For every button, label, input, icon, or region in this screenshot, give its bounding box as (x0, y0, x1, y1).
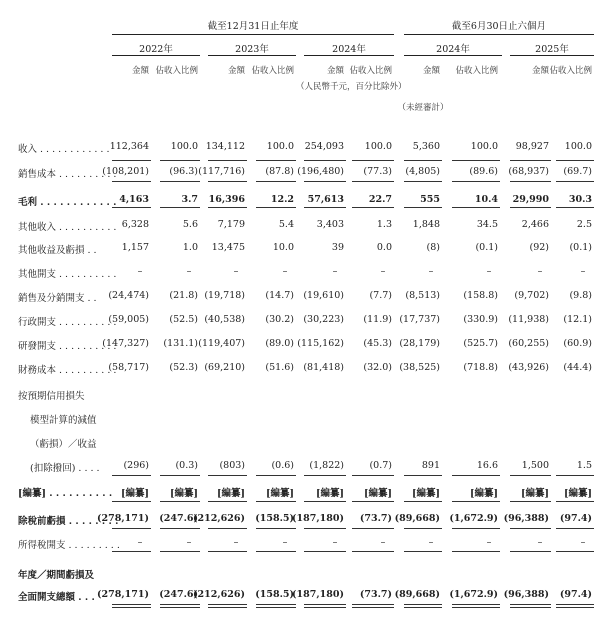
amount-cell: (60,255) (508, 338, 549, 349)
table-row (0, 338, 611, 352)
pretax-underline (112, 528, 151, 529)
impairment-underline (304, 475, 346, 476)
placeholder-underline (556, 501, 594, 502)
ratio-cell: (51.6) (265, 362, 294, 373)
ratio-cell: (87.8) (265, 166, 294, 177)
row-label: 所得稅開支 . . . . . . . . . (18, 540, 120, 551)
amount-cell: [編纂] (316, 488, 344, 499)
row-label: 行政開支 . . . . . . . . . . (18, 317, 117, 328)
impairment-underline (112, 475, 151, 476)
row-label: 其他收益及虧損 . . (18, 245, 97, 256)
ratio-cell: (30.2) (265, 314, 294, 325)
cost-underline-bottom (160, 181, 200, 182)
year-header-2022: 2022年 (139, 44, 173, 55)
ratio-cell: 5.6 (182, 219, 198, 230)
ratio-cell: 3.7 (181, 194, 198, 205)
fiscal-year-group-header: 截至12月31日止年度 (207, 21, 299, 32)
ratio-cell: (7.7) (369, 290, 392, 301)
gross-profit-underline (160, 207, 200, 208)
cost-underline (510, 160, 551, 161)
ratio-cell: 22.7 (368, 194, 392, 205)
ratio-cell: (89.6) (469, 166, 498, 177)
amount-cell: (119,407) (198, 338, 245, 349)
ratio-cell: [編纂] (470, 488, 498, 499)
amount-cell: (92) (529, 242, 549, 253)
tax-underline (160, 551, 200, 552)
total-double-underline (112, 604, 151, 608)
gross-profit-underline (352, 207, 394, 208)
impairment-underline (160, 475, 200, 476)
gross-profit-underline (452, 207, 500, 208)
amount-cell: [編纂] (412, 488, 440, 499)
amount-cell: – (137, 266, 143, 277)
table-row (0, 537, 611, 551)
amount-cell: (187,180) (292, 513, 344, 524)
ratio-cell: – (486, 537, 492, 548)
amount-cell: (4,805) (405, 166, 440, 177)
gross-profit-underline (556, 207, 594, 208)
cost-underline (352, 160, 394, 161)
table-row (0, 141, 611, 155)
impairment-underline (510, 475, 551, 476)
amount-cell: (1,822) (309, 460, 344, 471)
amount-cell: – (428, 266, 434, 277)
gross-profit-underline (304, 207, 346, 208)
ratio-cell: (1,672.9) (449, 589, 498, 600)
ratio-cell: (330.9) (463, 314, 498, 325)
amount-cell: [編纂] (121, 488, 149, 499)
ratio-cell: 100.0 (266, 141, 294, 152)
table-row (0, 485, 611, 499)
ratio-cell: (60.9) (563, 338, 592, 349)
row-label: [編纂] . . . . . . . . . . (18, 488, 113, 499)
amount-cell: (38,525) (399, 362, 440, 373)
cost-underline-bottom (112, 181, 151, 182)
ratio-cell: (247.6) (159, 513, 198, 524)
amount-cell: (96,388) (503, 513, 549, 524)
row-label: 除稅前虧損 . . . . . . . . (18, 516, 119, 527)
ratio-cell: (11.9) (363, 314, 392, 325)
pretax-underline (160, 528, 200, 529)
amount-cell: (8,513) (405, 290, 440, 301)
amount-cell: (58,717) (108, 362, 149, 373)
amount-cell: 13,475 (211, 242, 245, 253)
ratio-column-header: 佔收入比例 (155, 66, 198, 76)
pretax-underline (304, 528, 346, 529)
amount-cell: (17,737) (399, 314, 440, 325)
total-double-underline (304, 604, 346, 608)
impairment-label-line-2: 模型計算的減值 (30, 415, 97, 426)
ratio-column-header: 佔收入比例 (549, 66, 592, 76)
ratio-cell: (12.1) (563, 314, 592, 325)
amount-column-header: 金額 (131, 66, 149, 76)
amount-cell: (96,388) (503, 589, 549, 600)
placeholder-underline (112, 501, 151, 502)
ratio-cell: 2.5 (576, 219, 592, 230)
cost-underline-bottom (510, 181, 551, 182)
tax-underline (304, 551, 346, 552)
amount-cell: 57,613 (307, 194, 344, 205)
amount-cell: (278,171) (97, 513, 149, 524)
table-row (0, 362, 611, 376)
cost-underline-bottom (208, 181, 247, 182)
amount-cell: (89,668) (394, 589, 440, 600)
amount-cell: (40,538) (204, 314, 245, 325)
ratio-cell: – (486, 266, 492, 277)
impairment-underline (208, 475, 247, 476)
amount-cell: – (537, 266, 543, 277)
amount-cell: 555 (420, 194, 440, 205)
placeholder-underline (452, 501, 500, 502)
impairment-underline (256, 475, 296, 476)
impairment-underline (452, 475, 500, 476)
amount-cell: 891 (421, 460, 440, 471)
amount-cell: (28,179) (399, 338, 440, 349)
amount-cell: (19,718) (204, 290, 245, 301)
tax-underline (352, 551, 394, 552)
gross-profit-underline (112, 207, 151, 208)
ratio-cell: [編纂] (564, 488, 592, 499)
table-row (0, 290, 611, 304)
ratio-cell: (32.0) (363, 362, 392, 373)
ratio-cell: [編纂] (266, 488, 294, 499)
amount-cell: 1,848 (412, 219, 440, 230)
gross-profit-underline (510, 207, 551, 208)
cost-underline (452, 160, 500, 161)
ratio-cell: (0.7) (369, 460, 392, 471)
amount-cell: (115,162) (297, 338, 344, 349)
half-year-group-rule (404, 34, 594, 35)
amount-cell: (187,180) (292, 589, 344, 600)
amount-cell: (24,474) (108, 290, 149, 301)
ratio-cell: (158.5) (255, 513, 294, 524)
placeholder-underline (256, 501, 296, 502)
amount-cell: (19,610) (303, 290, 344, 301)
table-row (0, 219, 611, 233)
total-double-underline (352, 604, 394, 608)
tax-underline (404, 551, 442, 552)
row-label: 銷售及分銷開支 . . (18, 293, 97, 304)
cost-underline (304, 160, 346, 161)
impairment-underline (556, 475, 594, 476)
amount-cell: – (428, 537, 434, 548)
amount-cell: 3,403 (316, 219, 344, 230)
amount-cell: (803) (219, 460, 245, 471)
ratio-cell: (158.5) (255, 589, 294, 600)
pretax-underline (510, 528, 551, 529)
total-double-underline (510, 604, 551, 608)
tax-underline (208, 551, 247, 552)
ratio-cell: 1.5 (576, 460, 592, 471)
amount-cell: 29,990 (512, 194, 549, 205)
amount-cell: (89,668) (394, 513, 440, 524)
amount-cell: (8) (426, 242, 440, 253)
row-label: 銷售成本 . . . . . . . . . . (18, 169, 117, 180)
ratio-cell: (69.7) (563, 166, 592, 177)
ratio-cell: (52.3) (169, 362, 198, 373)
ratio-cell: (0.3) (175, 460, 198, 471)
amount-cell: (212,626) (193, 513, 245, 524)
year-rule-2024-hy (404, 55, 502, 56)
year-header-2024-hy: 2024年 (436, 44, 470, 55)
row-label: 研發開支 . . . . . . . . . . (18, 341, 117, 352)
table-row (0, 194, 611, 208)
pretax-underline (208, 528, 247, 529)
ratio-cell: (0.6) (271, 460, 294, 471)
amount-cell: 254,093 (304, 141, 344, 152)
year-header-2025-hy: 2025年 (535, 44, 569, 55)
impairment-label-line-1: 按預期信用損失 (18, 391, 85, 402)
ratio-cell: (97.4) (559, 589, 592, 600)
row-label: 全面開支總額 . . . (18, 592, 95, 603)
placeholder-underline (510, 501, 551, 502)
cost-underline-bottom (404, 181, 442, 182)
amount-cell: – (332, 537, 338, 548)
ratio-cell: 100.0 (470, 141, 498, 152)
ratio-column-header: 佔收入比例 (349, 66, 392, 76)
cost-underline (112, 160, 151, 161)
amount-cell: – (537, 537, 543, 548)
table-row (0, 314, 611, 328)
amount-cell: (296) (123, 460, 149, 471)
ratio-cell: (0.1) (569, 242, 592, 253)
placeholder-underline (208, 501, 247, 502)
half-year-group-header: 截至6月30日止六個月 (451, 21, 547, 32)
total-double-underline (256, 604, 296, 608)
tax-underline (256, 551, 296, 552)
amount-cell: (81,418) (303, 362, 344, 373)
table-row (0, 460, 611, 474)
row-label: (扣除撥回) . . . . (30, 463, 100, 474)
ratio-cell: (45.3) (363, 338, 392, 349)
ratio-cell: 30.3 (568, 194, 592, 205)
amount-cell: (196,480) (297, 166, 344, 177)
amount-cell: (278,171) (97, 589, 149, 600)
ratio-cell: – (380, 537, 386, 548)
ratio-cell: 16.6 (476, 460, 498, 471)
ratio-cell: (89.0) (265, 338, 294, 349)
amount-cell: (43,926) (508, 362, 549, 373)
ratio-cell: (97.4) (559, 513, 592, 524)
total-double-underline (452, 604, 500, 608)
amount-cell: [編纂] (217, 488, 245, 499)
amount-cell: (147,327) (102, 338, 149, 349)
period-loss-label-line-1: 年度／期間虧損及 (18, 570, 95, 581)
gross-profit-underline (208, 207, 247, 208)
table-row (0, 166, 611, 180)
amount-cell: 1,157 (121, 242, 149, 253)
ratio-cell: (96.3) (169, 166, 198, 177)
ratio-cell: (525.7) (463, 338, 498, 349)
amount-cell: 4,163 (119, 194, 149, 205)
amount-cell: – (233, 266, 239, 277)
amount-cell: 6,328 (121, 219, 149, 230)
ratio-cell: 1.0 (182, 242, 198, 253)
cost-underline (160, 160, 200, 161)
amount-cell: (11,938) (508, 314, 549, 325)
ratio-cell: (1,672.9) (449, 513, 498, 524)
ratio-cell: 34.5 (476, 219, 498, 230)
pretax-underline (556, 528, 594, 529)
placeholder-underline (304, 501, 346, 502)
pretax-underline (404, 528, 442, 529)
amount-cell: (30,223) (303, 314, 344, 325)
cost-underline (256, 160, 296, 161)
ratio-cell: (73.7) (359, 513, 392, 524)
row-label: 其他開支 . . . . . . . . . . (18, 269, 117, 280)
gross-profit-underline (404, 207, 442, 208)
amount-cell: (69,210) (204, 362, 245, 373)
ratio-cell: (44.4) (563, 362, 592, 373)
ratio-cell: – (580, 537, 586, 548)
table-row (0, 266, 611, 280)
ratio-cell: – (282, 266, 288, 277)
total-double-underline (160, 604, 200, 608)
ratio-cell: 12.2 (270, 194, 294, 205)
ratio-cell: (158.8) (463, 290, 498, 301)
amount-cell: (59,005) (108, 314, 149, 325)
amount-cell: (9,702) (514, 290, 549, 301)
cost-underline-bottom (256, 181, 296, 182)
amount-cell: 1,500 (521, 460, 549, 471)
ratio-cell: – (186, 266, 192, 277)
amount-cell: – (332, 266, 338, 277)
ratio-cell: – (580, 266, 586, 277)
tax-underline (556, 551, 594, 552)
cost-underline-bottom (304, 181, 346, 182)
amount-column-header: 金額 (326, 66, 344, 76)
impairment-underline (404, 475, 442, 476)
gross-profit-underline (256, 207, 296, 208)
ratio-cell: (21.8) (169, 290, 198, 301)
pretax-underline (256, 528, 296, 529)
ratio-cell: 0.0 (376, 242, 392, 253)
amount-cell: 134,112 (205, 141, 245, 152)
pretax-underline (352, 528, 394, 529)
ratio-column-header: 佔收入比例 (251, 66, 294, 76)
pretax-underline (452, 528, 500, 529)
row-label: 收入 . . . . . . . . . . . . (18, 144, 110, 155)
ratio-cell: (0.1) (475, 242, 498, 253)
amount-cell: – (137, 537, 143, 548)
ratio-cell: 1.3 (376, 219, 392, 230)
amount-cell: 16,396 (208, 194, 245, 205)
impairment-underline (352, 475, 394, 476)
ratio-cell: (14.7) (265, 290, 294, 301)
ratio-column-header: 佔收入比例 (455, 66, 498, 76)
amount-cell: 39 (331, 242, 344, 253)
year-header-2024: 2024年 (332, 44, 366, 55)
cost-underline-bottom (556, 181, 594, 182)
year-rule-2025-hy (510, 55, 594, 56)
placeholder-underline (160, 501, 200, 502)
amount-cell: 2,466 (521, 219, 549, 230)
ratio-cell: (247.6) (159, 589, 198, 600)
ratio-cell: (52.5) (169, 314, 198, 325)
ratio-cell: (77.3) (363, 166, 392, 177)
amount-cell: (117,716) (198, 166, 245, 177)
amount-cell: 98,927 (515, 141, 549, 152)
ratio-cell: (9.8) (569, 290, 592, 301)
table-row (0, 589, 611, 603)
total-double-underline (404, 604, 442, 608)
amount-cell: 7,179 (217, 219, 245, 230)
total-double-underline (556, 604, 594, 608)
impairment-label-line-3: （虧損）／收益 (30, 439, 97, 450)
tax-underline (452, 551, 500, 552)
amount-column-header: 金額 (227, 66, 245, 76)
tax-underline (510, 551, 551, 552)
amount-cell: (212,626) (193, 589, 245, 600)
row-label: 其他收入 . . . . . . . . . . (18, 222, 117, 233)
table-row (0, 513, 611, 527)
amount-column-header: 金額 (531, 66, 549, 76)
year-header-2023: 2023年 (235, 44, 269, 55)
year-rule-2024 (304, 55, 394, 56)
ratio-cell: (73.7) (359, 589, 392, 600)
placeholder-underline (352, 501, 394, 502)
table-row (0, 242, 611, 256)
year-rule-2022 (112, 55, 200, 56)
ratio-cell: (131.1) (163, 338, 198, 349)
ratio-cell: 100.0 (364, 141, 392, 152)
ratio-cell: [編纂] (364, 488, 392, 499)
cost-underline (556, 160, 594, 161)
fiscal-year-group-rule (112, 34, 394, 35)
ratio-cell: – (186, 537, 192, 548)
ratio-cell: 5.4 (278, 219, 294, 230)
ratio-cell: 10.0 (272, 242, 294, 253)
amount-cell: 5,360 (412, 141, 440, 152)
amount-cell: (108,201) (102, 166, 149, 177)
total-double-underline (208, 604, 247, 608)
ratio-cell: – (282, 537, 288, 548)
amount-cell: (68,937) (508, 166, 549, 177)
tax-underline (112, 551, 151, 552)
amount-cell: – (233, 537, 239, 548)
unit-note: （人民幣千元，百分比除外） (296, 82, 407, 92)
placeholder-underline (404, 501, 442, 502)
ratio-cell: (718.8) (463, 362, 498, 373)
cost-underline (404, 160, 442, 161)
ratio-cell: [編纂] (170, 488, 198, 499)
cost-underline-bottom (452, 181, 500, 182)
ratio-cell: 100.0 (564, 141, 592, 152)
ratio-cell: – (380, 266, 386, 277)
year-rule-2023 (208, 55, 296, 56)
amount-cell: [編纂] (521, 488, 549, 499)
row-label: 毛利 . . . . . . . . . . . . (18, 197, 117, 208)
cost-underline-bottom (352, 181, 394, 182)
cost-underline (208, 160, 247, 161)
ratio-cell: 10.4 (474, 194, 498, 205)
amount-column-header: 金額 (422, 66, 440, 76)
unaudited-note: （未經審計） (397, 103, 449, 113)
row-label: 財務成本 . . . . . . . . . . (18, 365, 117, 376)
ratio-cell: 100.0 (170, 141, 198, 152)
amount-cell: 112,364 (109, 141, 149, 152)
